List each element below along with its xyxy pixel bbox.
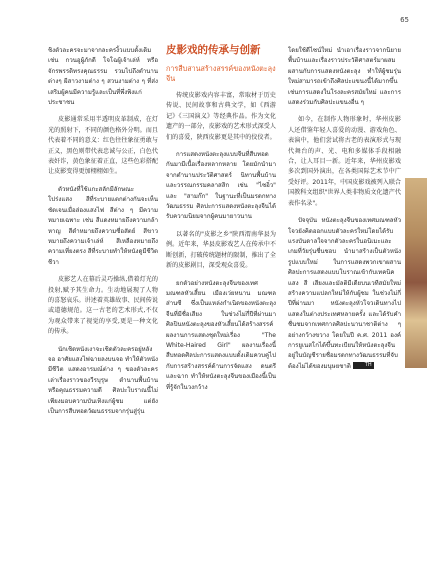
paragraph: 皮影通常采用半透明皮革制成，在灯光的照射下，不同的颜色格外分明。而且代表着不同的意义：红色往往象征勇敢与正义，黑色则带代表忠诚与公正，白色代表奸诈，黄色象征着正直，这些色彩搭配让皮影变得更加栩栩如生。	[48, 116, 158, 176]
shadow-puppet-photo	[405, 178, 427, 368]
section-heading-thai: การสืบสานสร้างสรรค์ของหนังตะลุงจีน	[166, 64, 276, 83]
left-column	[48, 46, 158, 424]
paragraph: ยกตัวอย่างหนังตะลุงจีนของเทศมณฑลหัวเสี้ยน เมืองเว่ยหนาน มณฑลส่านซี ซึ่งเป็นแหล่งกำเนิดของหนังตะลุงจีนที่มีชื่อเสียง ในช่วงไม่กี่ปีที่ผ่านมา ศิลปินหนังตะลุงของหัวเสี้ยนได้สร้างสรรค์ผลงานการแสดงชุดใหม่เรื่อง "The White-Haired Girl" ผลงานเรื่องนี้สืบทอดศิลปะการแสดงแบบดั้งเดิมควบคู่ไปกับการสร้างสรรค์ด้านการจัดแสง ดนตรี และฉาก ทำให้หนังตะลุงจีนของเมืองนี้เป็นที่รู้จักในวงกว้าง	[166, 279, 276, 391]
section-heading-chinese: 皮影戏的传承与创新	[166, 44, 261, 56]
right-column	[288, 46, 401, 379]
page-number: 65	[400, 16, 409, 24]
paragraph: 皮影艺人在幕后灵巧操纵,借着灯光的投射,赋予其生命力。生动地展现了人物的喜怒哀乐。讲述着英雄故事、民间传说或道德规范。这一古老的艺术形式,不仅为观众带来了视觉的享受,更是一种文化的传承。	[48, 276, 158, 336]
paragraph: ตัวหนังที่ใช้แกะสลักมีลักษณะโปร่งแสง สีที่ระบายแตกต่างกันจะเห็นชัดเจนเมื่อส่องแสงไฟ สีต่าง ๆ มีความหมายเฉพาะ เช่น สีแดงหมายถึงความกล้าหาญ สีดำหมายถึงความซื่อสัตย์ สีขาวหมายถึงความเจ้าเล่ห์ สีเหลืองหมายถึงความเที่ยงตรง สีที่ระบายทำให้หนังดูมีชีวิตชีวา	[48, 185, 158, 266]
paragraph	[288, 216, 401, 372]
paragraph: 传统皮影戏内容丰富，常取材于历史传说、民间故事和古典文学，如《西游记》《三国演义》等经典作品。作为文化遗产的一部分，皮影戏的艺术形式深受人们的喜爱，陕西皮影更是其中的佼佼者。	[166, 92, 276, 141]
end-mark: TH	[353, 362, 374, 369]
paragraph: ชิงตัวละครจะมาจากละครงิ้วแบบดั้งเดิม เช่น กวนอูผู้ภักดี โจโฉผู้เจ้าเล่ห์ หรือจักรพรรดิทรงคุณธรรม รวมไปถึงตำนานต่างๆ ผีสาวงามต่าง ๆ สวนงามต่าง ๆ ที่ส่งเสริมผู้คนมีความรู้และเป็นที่พึ่งพิงแก่ประชาชน	[48, 47, 158, 107]
paragraph: นักเชิดหนังเงาจะเชิดตัวละครอยู่หลังจอ อาศัยแสงไฟฉายลงบนจอ ทำให้ตัวหนังมีชีวิต แสดงอารมณ์ต่าง ๆ ของตัวละคร เล่าเรื่องราวของวีรบุรุษ ตำนานพื้นบ้าน หรือคุณธรรมความดี ศิลปะโบราณนี้ไม่เพียงมอบความบันเทิงแก่ผู้ชม แต่ยังเป็นการสืบทอดวัฒนธรรมจากรุ่นสู่รุ่น	[48, 345, 158, 415]
paragraph: การแสดงหนังตะลุงแบบจีนที่สืบทอดกันมามีเนื้อเรื่องหลากหลาย โดยมักนำมาจากตำนานประวัติศาสตร์ นิทานพื้นบ้าน และวรรณกรรมคลาสสิก เช่น "ไซอิ๋ว" และ "สามก๊ก" ในฐานะที่เป็นมรดกทางวัฒนธรรม ศิลปะการแสดงหนังตะลุงจีนได้รับความนิยมจากผู้คนมายาวนาน	[166, 151, 276, 221]
middle-column	[166, 44, 276, 400]
paragraph: โดยใช้ดีไซน์ใหม่ นำเอาเรื่องราวจากนิยายพื้นบ้านและเรื่องราวประวัติศาสตร์มาผสมผสานกับการแสดงหนังตะลุง ทำให้ผู้ชมรุ่นใหม่สามารถเข้าถึงศิลปะแขนงนี้ได้มากขึ้น เช่นการแสดงในโรงละครสมัยใหม่ และการแสดงร่วมกับศิลปะแขนงอื่น ๆ	[288, 47, 401, 107]
paragraph: 以著名的"皮影之乡"陕西渭南华县为例。近年来，华县皮影戏艺人在传承中不断创新，打破传统题材的限制，推出了全新的皮影剧目，深受观众喜爱。	[166, 230, 276, 270]
paragraph-text: ปัจจุบัน หนังตะลุงจีนของเทศมณฑลหัวโจวยังคิดออกแบบตัวละครใหม่โดยได้รับแรงบันดาลใจจากตัวละครในอนิเมะและเกมที่วัยรุ่นชื่นชอบ นำมาสร้างเป็นตัวหนังรูปแบบใหม่ ในการแสดงพวกเขาผสานศิลปะการแสดงแบบโบราณเข้ากับเทคนิคแสง สี เสียงและมัลติมีเดียบนเวทีสมัยใหม่ สร้างความแปลกใหม่ให้กับผู้ชม ในช่วงไม่กี่ปีที่ผ่านมา หนังตะลุงหัวโจวเดินทางไปแสดงในต่างประเทศหลายครั้ง และได้รับคำชื่นชมจากเทศกาลศิลปะนานาชาติต่าง ๆ อย่างกว้างขวาง โดยในปี ค.ศ. 2011 องค์การยูเนสโกได้ขึ้นทะเบียนให้หนังตะลุงจีนอยู่ในบัญชีรายชื่อมรดกทางวัฒนธรรมที่จับต้องไม่ได้ของมนุษยชาติ	[288, 217, 401, 370]
paragraph: 如今，在制作人物形象时，华州皮影人还借鉴年轻人喜爱的动漫、游戏角色、表演中，他们尝试将古老的表演形式与现代舞台的声、光、电和多媒体手段相融合，让人耳目一新。近年来，华州皮影戏多次到国外演出，在各类国际艺术节中广受好评。2011年，中国皮影戏被列入联合国教科文组织"世界人类非物质文化遗产代表作名录"。	[288, 116, 402, 207]
